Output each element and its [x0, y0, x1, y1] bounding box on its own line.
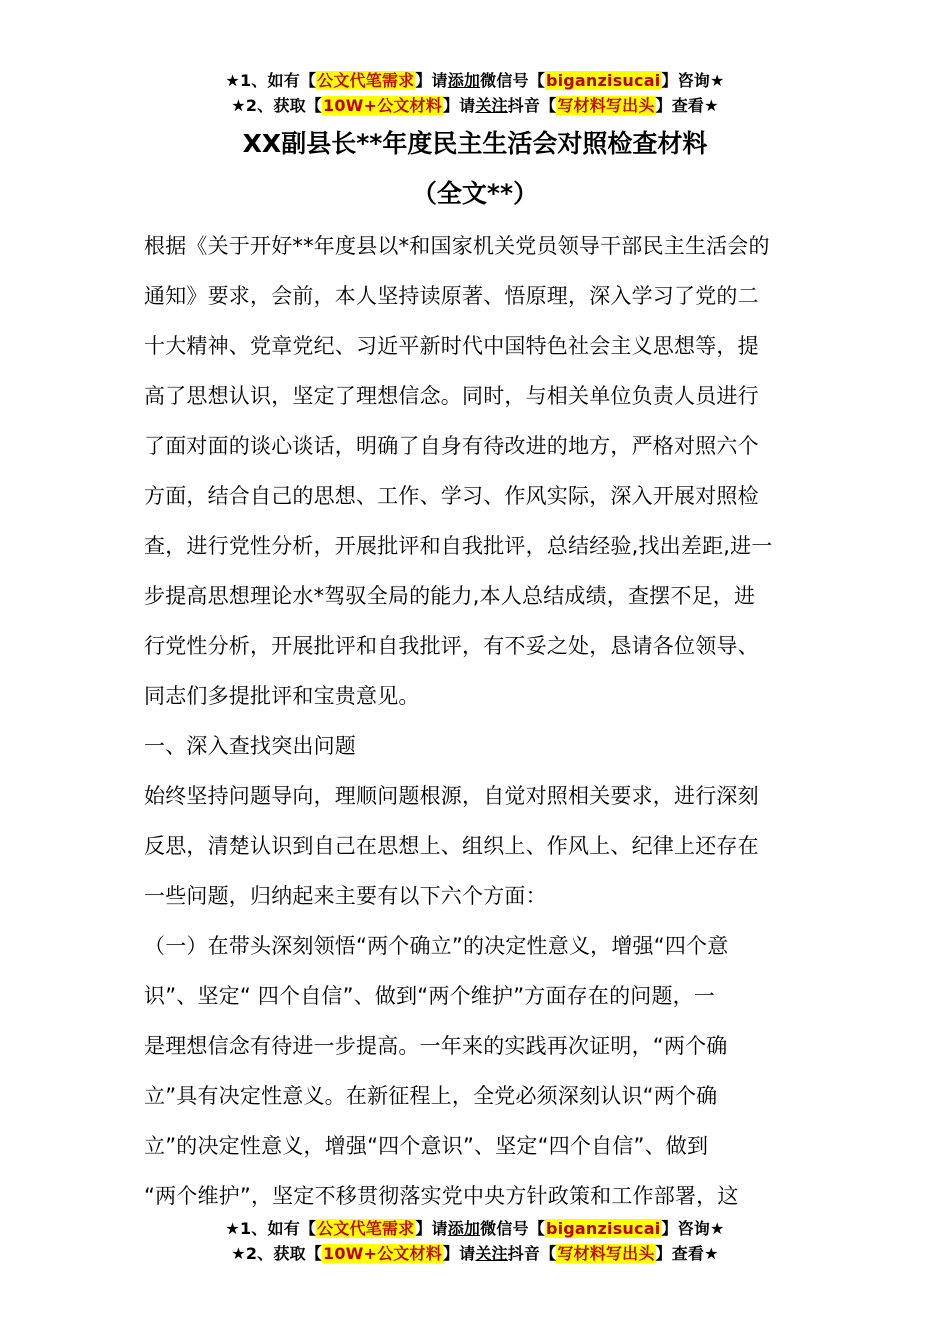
- promo-text: ★1、如有【: [225, 1219, 317, 1238]
- promo-text: ★2、获取【: [231, 96, 322, 115]
- body-line: 反思，清楚认识到自己在思想上、组织上、作风上、纪律上还存在: [144, 834, 759, 858]
- promo-underline: 关注: [475, 96, 508, 115]
- promo-text: ★2、获取【: [231, 1244, 322, 1263]
- promo-highlight-douyin: 写材料写出头: [557, 1244, 655, 1263]
- promo-text: 】查看★: [655, 96, 719, 115]
- promo-highlight-wechat: biganzisucai: [545, 71, 661, 90]
- promo-banner-bottom: [0, 1216, 950, 1266]
- promo-text: 微信号【: [480, 71, 545, 90]
- body-line: 立”具有决定性意义。在新征程上，全党必须深刻认识“两个确: [144, 1084, 718, 1108]
- body-line: 是理想信念有待进一步提高。一年来的实践再次证明，“两个确: [144, 1034, 728, 1058]
- promo-underline: 添加: [447, 71, 481, 90]
- promo-line-1: [0, 1216, 950, 1241]
- body-line: 十大精神、党章党纪、习近平新时代中国特色社会主义思想等，提: [144, 334, 759, 358]
- promo-line-2: [0, 1241, 950, 1266]
- promo-underline: 关注: [475, 1244, 508, 1263]
- body-line: 方面，结合自己的思想、工作、学习、作风实际，深入开展对照检: [144, 484, 759, 508]
- body-line: 行党性分析，开展批评和自我批评，有不妥之处，恳请各位领导、: [144, 634, 759, 658]
- body-line: 步提高思想理论水*驾驭全局的能力,本人总结成绩，查摆不足，进: [144, 584, 756, 608]
- promo-highlight: 公文代笔需求: [317, 71, 415, 90]
- promo-text: 】请: [415, 1219, 448, 1238]
- document-subtitle: （全文**）: [411, 179, 539, 208]
- body-line: 了面对面的谈心谈话，明确了自身有待改进的地方，严格对照六个: [144, 434, 759, 458]
- promo-text: 】请: [442, 1244, 476, 1263]
- promo-text: 】咨询★: [661, 1219, 725, 1238]
- promo-text: 抖音【: [507, 1244, 557, 1263]
- body-line: 查，进行党性分析，开展批评和自我批评，总结经验,找出差距,进一: [144, 534, 773, 558]
- promo-highlight-wechat: biganzisucai: [545, 1219, 661, 1238]
- promo-line-2: [0, 93, 950, 118]
- body-line: 同志们多提批评和宝贵意见。: [144, 684, 420, 708]
- promo-text: 抖音【: [507, 96, 557, 115]
- promo-text: 微信号【: [480, 1219, 545, 1238]
- promo-highlight: 公文代笔需求: [317, 1219, 415, 1238]
- body-line: （一）在带头深刻领悟“两个确立”的决定性意义，增强“四个意: [144, 934, 729, 958]
- body-line: 通知》要求，会前，本人坚持读原著、悟原理，深入学习了党的二: [144, 284, 759, 308]
- body-line: 高了思想认识，坚定了理想信念。同时，与相关单位负责人员进行: [144, 384, 759, 408]
- body-line: 识”、坚定“ 四个自信”、做到“两个维护”方面存在的问题，一: [144, 984, 716, 1008]
- promo-text: 】查看★: [655, 1244, 719, 1263]
- body-line: 根据《关于开好**年度县以*和国家机关党员领导干部民主生活会的: [144, 234, 770, 258]
- body-line: 立”的决定性意义，增强“四个意识”、坚定“四个自信”、做到: [144, 1134, 709, 1158]
- document-title: XX副县长**年度民主生活会对照检查材料: [242, 129, 708, 158]
- promo-highlight: 10W+公文材料: [322, 1244, 442, 1263]
- body-line: 一些问题，归纳起来主要有以下六个方面：: [144, 884, 547, 908]
- promo-text: 】请: [442, 96, 476, 115]
- promo-highlight-douyin: 写材料写出头: [557, 96, 655, 115]
- promo-text: ★1、如有【: [225, 71, 317, 90]
- body-line: 始终坚持问题导向，理顺问题根源，自觉对照相关要求，进行深刻: [144, 784, 759, 808]
- promo-line-1: [0, 68, 950, 93]
- promo-text: 】咨询★: [661, 71, 725, 90]
- promo-highlight: 10W+公文材料: [322, 96, 442, 115]
- promo-underline: 添加: [447, 1219, 481, 1238]
- promo-banner-top: [0, 68, 950, 118]
- document-body: [144, 221, 810, 1221]
- body-line: “两个维护”，坚定不移贯彻落实党中央方针政策和工作部署，这: [144, 1184, 739, 1208]
- section-heading: 一、深入查找突出问题: [144, 734, 356, 758]
- promo-text: 】请: [415, 71, 448, 90]
